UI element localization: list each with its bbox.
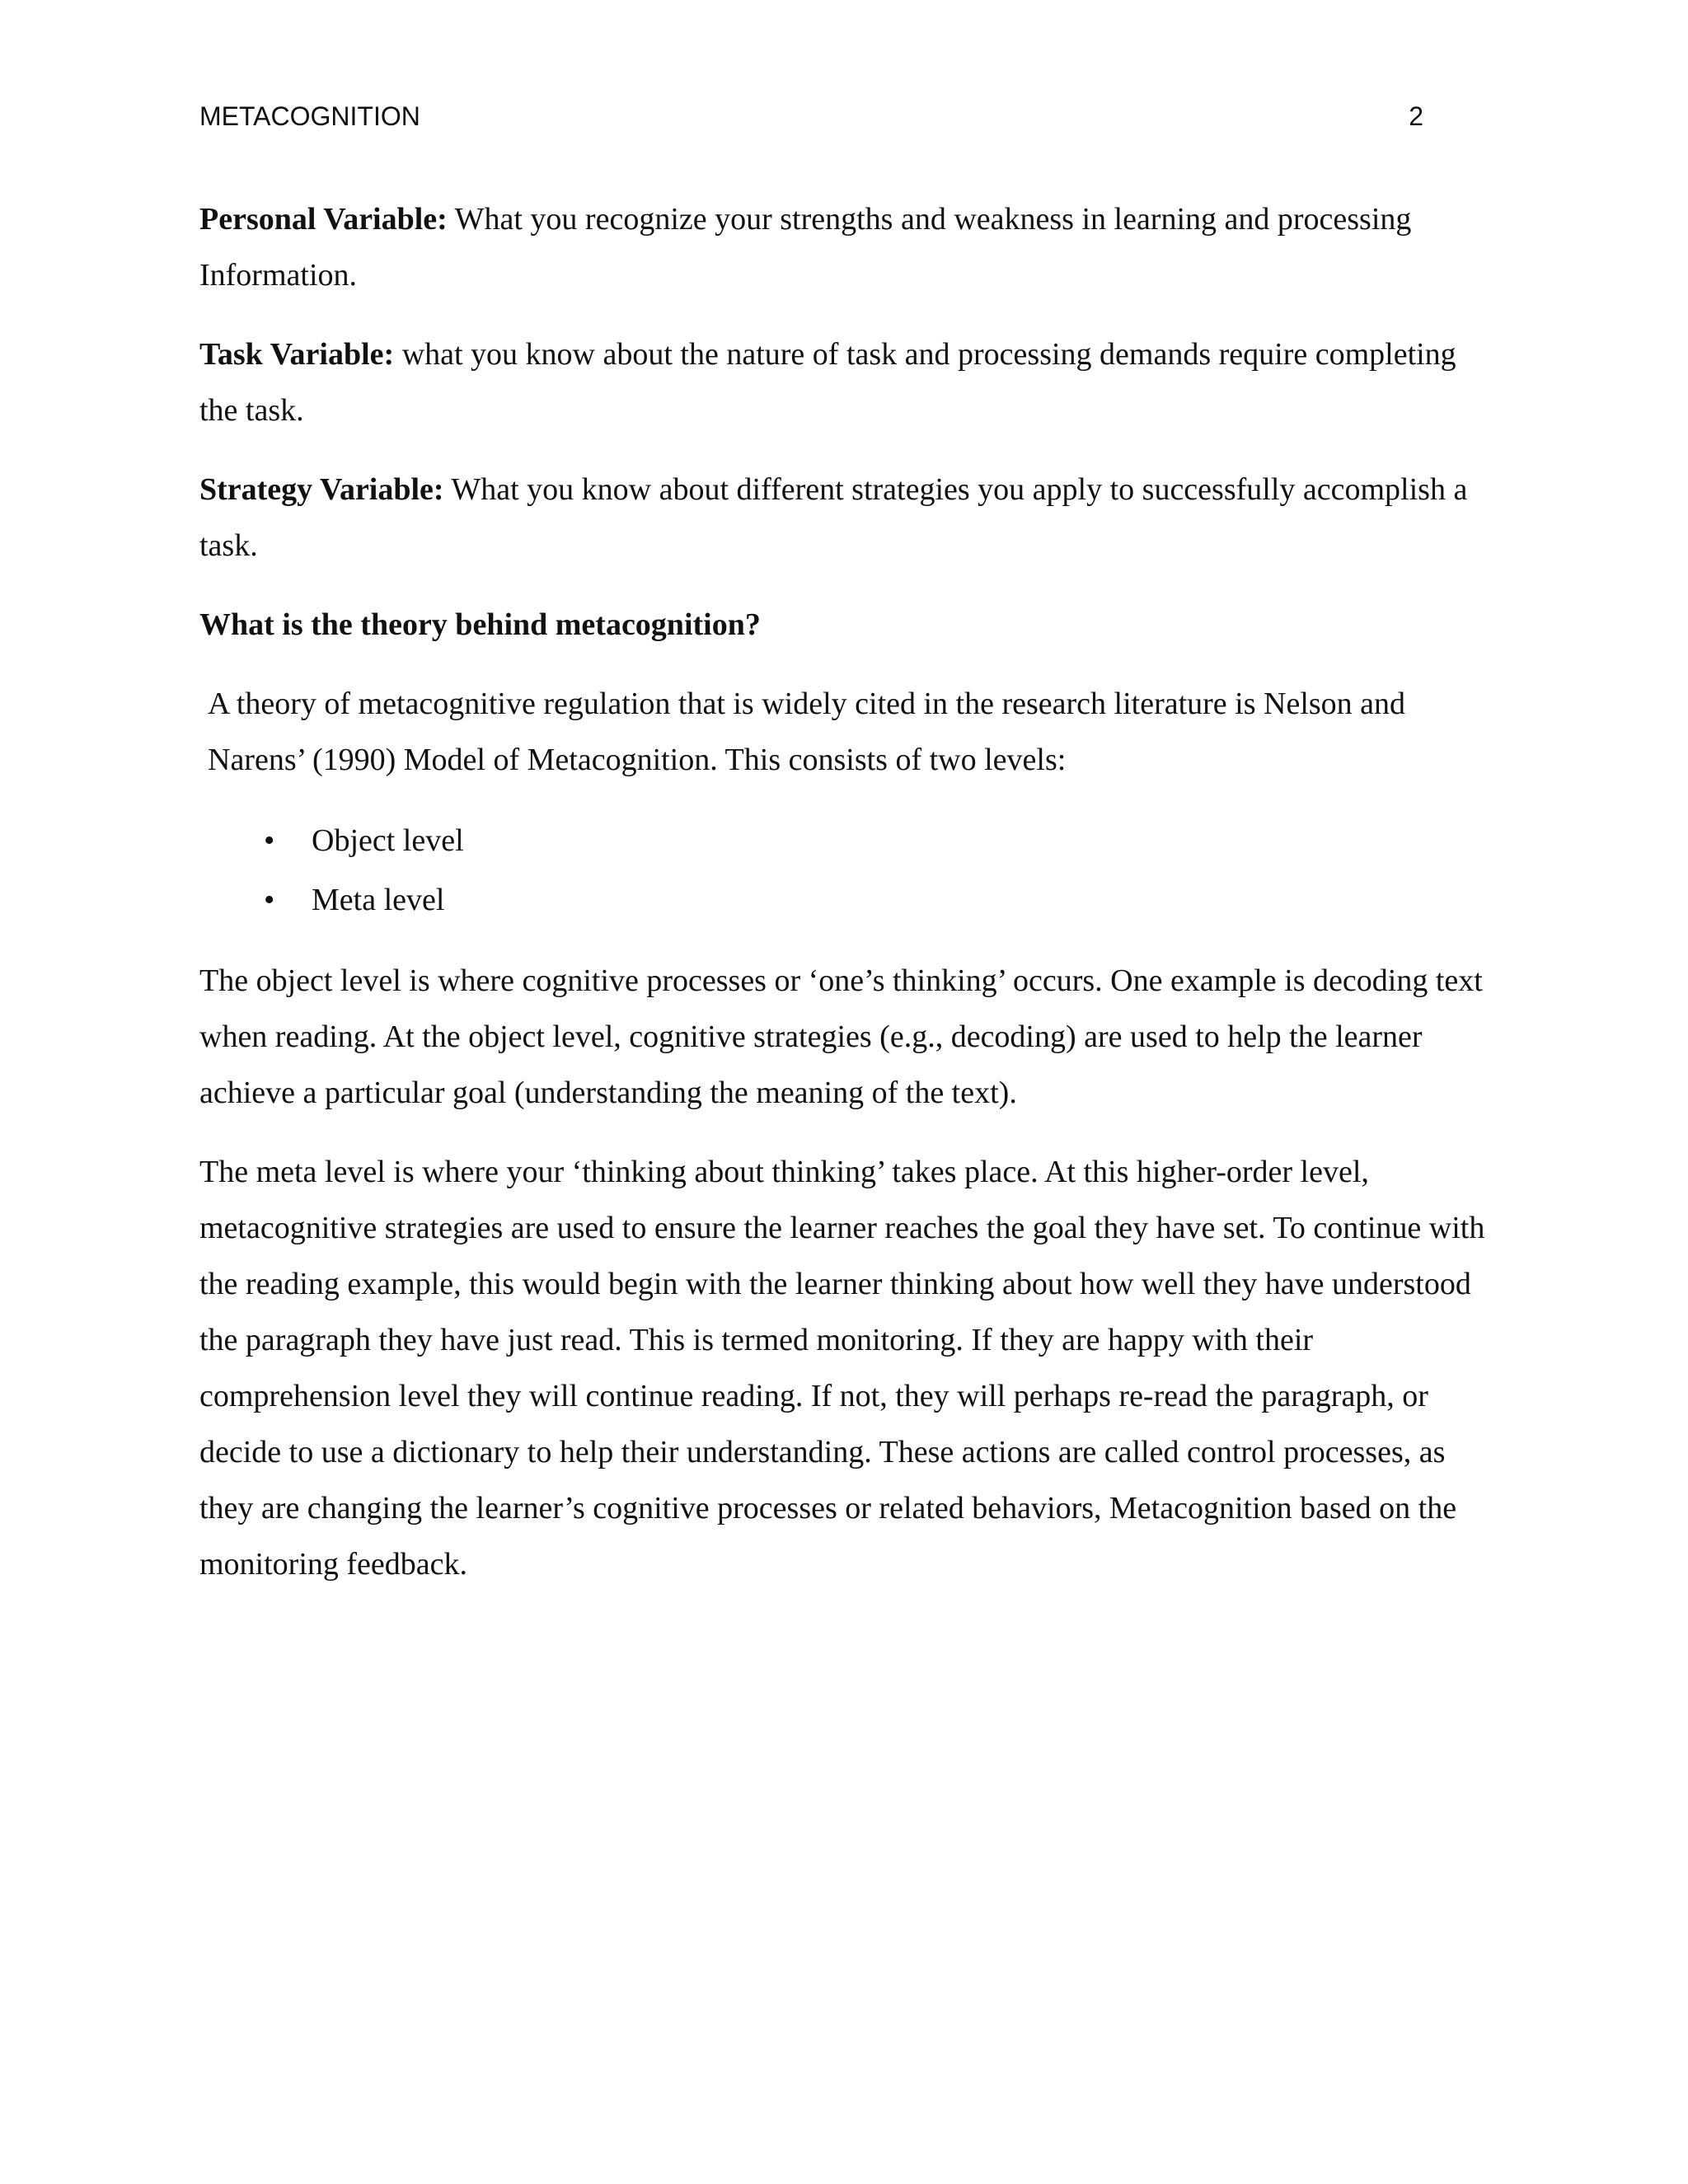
task-variable-text: what you know about the nature of task and processing demands require completing the task.: [199, 337, 1456, 428]
section-heading: What is the theory behind metacognition?: [199, 607, 761, 642]
bullet-icon: •: [264, 823, 275, 858]
personal-variable-paragraph: [199, 191, 1498, 303]
running-head-title: METACOGNITION: [199, 101, 420, 131]
levels-list: [199, 811, 1498, 930]
strategy-variable-text: What you know about different strategies you apply to successfully accomplish a task.: [199, 472, 1468, 563]
theory-paragraph: A theory of metacognitive regulation that is widely cited in the research literature is Nelson and Narens’ (1990) Model of Metacognition. This consists of two levels:: [208, 687, 1406, 777]
bullet-icon: •: [264, 883, 275, 917]
object-level-paragraph: The object level is where cognitive processes or ‘one’s thinking’ occurs. One example is decoding text when reading. At the object level, cognitive strategies (e.g., decoding) are used to help the learner achieve a particular goal (understanding the meaning of the text).: [199, 963, 1483, 1110]
running-head: [199, 97, 1423, 135]
personal-variable-term: Personal Variable:: [199, 202, 448, 237]
list-item: [199, 870, 1498, 930]
strategy-variable-paragraph: [199, 462, 1498, 574]
document-body: [199, 191, 1498, 1615]
page-number: 2: [1409, 101, 1423, 131]
strategy-variable-term: Strategy Variable:: [199, 472, 444, 507]
personal-variable-text: What you recognize your strengths and weakness in learning and processing Information.: [199, 202, 1412, 293]
list-item-label: Meta level: [312, 883, 445, 917]
task-variable-paragraph: [199, 326, 1498, 438]
task-variable-term: Task Variable:: [199, 337, 395, 372]
meta-level-paragraph: The meta level is where your ‘thinking about thinking’ takes place. At this higher-order level, metacognitive strategies are used to ensure the learner reaches the goal they have set. To continue with the reading example, this would begin with the learner thinking about how well they have understood the paragraph they have just read. This is termed monitoring. If they are happy with their comprehension level they will continue reading. If not, they will perhaps re-read the paragraph, or decide to use a dictionary to help their understanding. These actions are called control processes, as they are changing the learner’s cognitive processes or related behaviors, Metacognition based on the monitoring feedback.: [199, 1155, 1485, 1582]
list-item-label: Object level: [312, 823, 464, 858]
list-item: [199, 811, 1498, 870]
